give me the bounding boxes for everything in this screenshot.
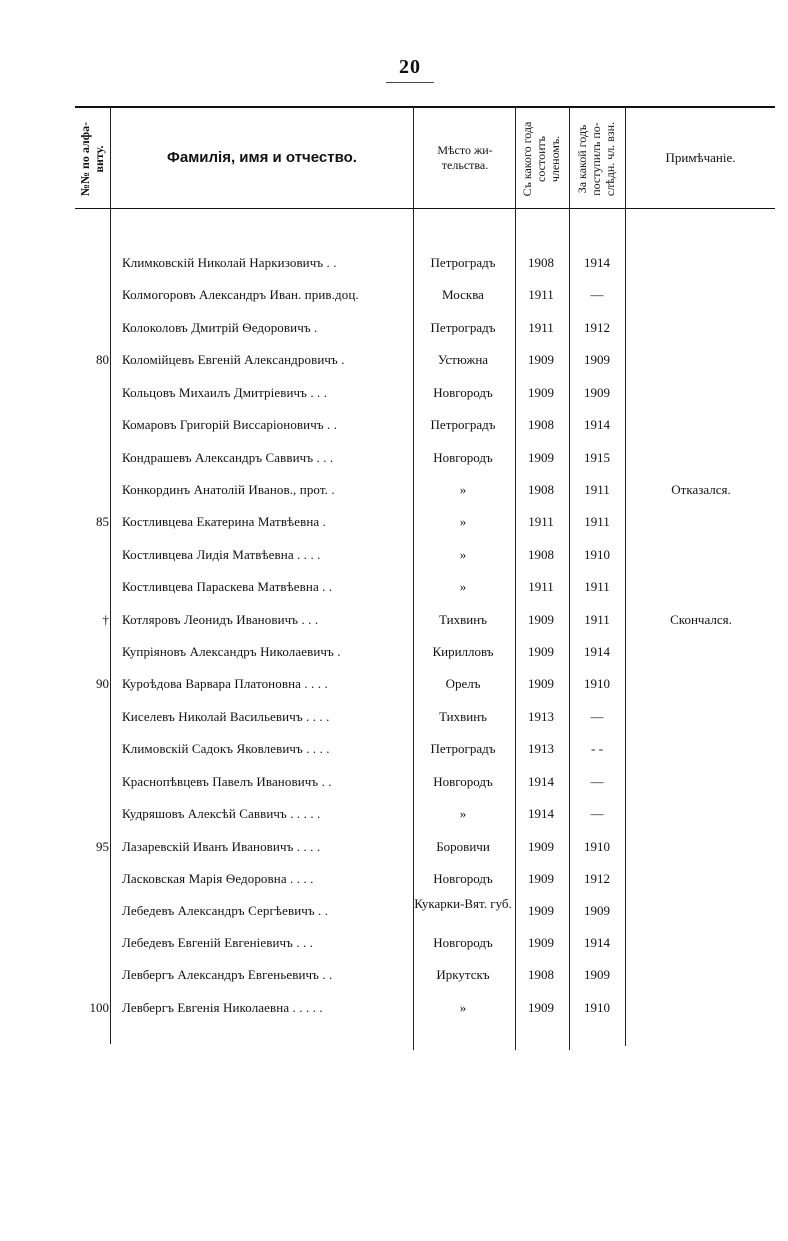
table-row	[75, 506, 775, 538]
last-fee-year: 1914	[584, 935, 610, 950]
header-name-col: Фамилія, имя и отчество.	[167, 148, 357, 166]
last-fee-year: 1911	[584, 514, 610, 529]
member-name: Кольцовъ Михаилъ Дмитріевичъ . . .	[122, 385, 328, 400]
table-row	[75, 571, 775, 603]
joined-year: 1913	[528, 709, 554, 724]
residence: Новгородъ	[433, 450, 493, 465]
joined-year: 1909	[528, 839, 554, 854]
last-fee-year: 1911	[584, 612, 610, 627]
joined-year: 1909	[528, 450, 554, 465]
member-name: Конкординъ Анатолій Иванов., прот. .	[122, 482, 335, 497]
row-number: 80	[96, 352, 109, 367]
residence: Новгородъ	[433, 871, 493, 886]
residence: Петроградъ	[430, 741, 496, 756]
last-fee-year: 1915	[584, 450, 610, 465]
member-name: Костливцева Лидія Матвѣевна . . . .	[122, 547, 321, 562]
residence: »	[459, 514, 467, 529]
residence: »	[459, 547, 467, 562]
residence: »	[459, 482, 467, 497]
joined-year: 1908	[528, 482, 554, 497]
member-name: Левбергъ Александръ Евгеньевичъ . .	[122, 967, 333, 982]
residence: Боровичи	[436, 839, 490, 854]
page-number: 20	[399, 56, 421, 78]
residence: Тихвинъ	[439, 612, 487, 627]
table-row	[75, 863, 775, 895]
table-row	[75, 798, 775, 830]
last-fee-year: —	[590, 287, 604, 302]
last-fee-year: 1914	[584, 644, 610, 659]
last-fee-year: 1914	[584, 255, 610, 270]
residence: Устюжна	[437, 352, 489, 367]
member-name: Лазаревскій Иванъ Ивановичъ . . . .	[122, 839, 321, 854]
last-fee-year: —	[590, 774, 604, 789]
residence: Иркутскъ	[436, 967, 490, 982]
joined-year: 1908	[528, 547, 554, 562]
table-row	[75, 831, 775, 863]
table-row	[75, 344, 775, 376]
last-fee-year: 1912	[584, 320, 610, 335]
residence: »	[459, 806, 467, 821]
member-name: Костливцева Параскева Матвѣевна . .	[122, 579, 333, 594]
residence: Орелъ	[445, 676, 481, 691]
table-row	[75, 247, 775, 279]
joined-year: 1909	[528, 644, 554, 659]
table-row	[75, 733, 775, 765]
last-fee-year: 1910	[584, 547, 610, 562]
last-fee-year: —	[590, 709, 604, 724]
joined-year: 1909	[528, 935, 554, 950]
residence: Петроградъ	[430, 320, 496, 335]
last-fee-year: 1912	[584, 871, 610, 886]
member-name: Лебедевъ Евгеній Евгеніевичъ . . .	[122, 935, 314, 950]
last-fee-year: 1909	[584, 903, 610, 918]
member-name: Кудряшовъ Алексѣй Саввичъ . . . . .	[122, 806, 321, 821]
table-row	[75, 604, 775, 636]
table-top-rule	[75, 106, 775, 108]
joined-year: 1911	[528, 287, 554, 302]
row-number: 95	[96, 839, 109, 854]
table-row	[75, 927, 775, 959]
residence: »	[459, 1000, 467, 1015]
row-number: 100	[89, 1000, 109, 1015]
header-note-col: Примѣчаніе.	[665, 149, 736, 165]
note: Скончался.	[670, 612, 732, 627]
last-fee-year: 1910	[584, 676, 610, 691]
members-table	[75, 104, 775, 1050]
member-name: Колмогоровъ Александръ Иван. прив.доц.	[122, 287, 359, 302]
member-name: Киселевъ Николай Васильевичъ . . . .	[122, 709, 330, 724]
member-name: Котляровъ Леонидъ Ивановичъ . . .	[122, 612, 319, 627]
member-name: Краснопѣвцевъ Павелъ Ивановичъ . .	[122, 774, 332, 789]
row-number: †	[102, 612, 109, 627]
residence: Новгородъ	[433, 935, 493, 950]
joined-year: 1909	[528, 385, 554, 400]
table-row	[75, 895, 775, 927]
table-row	[75, 992, 775, 1024]
last-fee-year: 1910	[584, 839, 610, 854]
member-name: Левбергъ Евгенія Николаевна . . . . .	[122, 1000, 323, 1015]
joined-year: 1911	[528, 514, 554, 529]
joined-year: 1908	[528, 255, 554, 270]
joined-year: 1909	[528, 871, 554, 886]
joined-year: 1909	[528, 1000, 554, 1015]
member-name: Купріяновъ Александръ Николаевичъ .	[122, 644, 341, 659]
header-num-col: №№ по алфа- виту.	[78, 121, 106, 197]
member-name: Лебедевъ Александръ Сергѣевичъ . .	[122, 903, 329, 918]
table-row	[75, 539, 775, 571]
table-row	[75, 409, 775, 441]
last-fee-year: 1911	[584, 482, 610, 497]
table-row	[75, 701, 775, 733]
header-joined-col: Съ какого года состоитъ членомъ.	[520, 121, 562, 197]
table-row	[75, 279, 775, 311]
joined-year: 1909	[528, 612, 554, 627]
member-name: Кондрашевъ Александръ Саввичъ . . .	[122, 450, 334, 465]
member-name: Климковскій Николай Наркизовичъ . .	[122, 255, 337, 270]
table-row	[75, 442, 775, 474]
member-name: Комаровъ Григорій Виссаріоновичъ . .	[122, 417, 338, 432]
header-paid-col: За какой годъ поступилъ по- слѣдн. чл. взн.	[575, 121, 617, 197]
joined-year: 1909	[528, 903, 554, 918]
residence: Кукарки-Вят. губ.	[414, 896, 512, 911]
table-row	[75, 636, 775, 668]
last-fee-year: 1909	[584, 352, 610, 367]
residence: Москва	[442, 287, 484, 302]
joined-year: 1911	[528, 320, 554, 335]
table-row	[75, 312, 775, 344]
row-number: 90	[96, 676, 109, 691]
joined-year: 1909	[528, 352, 554, 367]
page-number-rule	[386, 82, 434, 83]
last-fee-year: - -	[591, 741, 603, 756]
last-fee-year: 1911	[584, 579, 610, 594]
residence: Петроградъ	[430, 255, 496, 270]
table-row	[75, 959, 775, 991]
joined-year: 1913	[528, 741, 554, 756]
last-fee-year: 1914	[584, 417, 610, 432]
joined-year: 1914	[528, 806, 554, 821]
residence: Тихвинъ	[439, 709, 487, 724]
member-name: Ласковская Марія Ѳедоровна . . . .	[122, 871, 314, 886]
last-fee-year: —	[590, 806, 604, 821]
joined-year: 1911	[528, 579, 554, 594]
note: Отказался.	[671, 482, 731, 497]
member-name: Климовскій Садокъ Яковлевичъ . . . .	[122, 741, 330, 756]
table-row	[75, 766, 775, 798]
joined-year: 1908	[528, 417, 554, 432]
residence: Петроградъ	[430, 417, 496, 432]
member-name: Костливцева Екатерина Матвѣевна .	[122, 514, 326, 529]
joined-year: 1908	[528, 967, 554, 982]
residence: »	[459, 579, 467, 594]
member-name: Коломійцевъ Евгеній Александровичъ .	[122, 352, 345, 367]
joined-year: 1909	[528, 676, 554, 691]
joined-year: 1914	[528, 774, 554, 789]
header-bottom-rule	[75, 208, 775, 209]
member-name: Куроѣдова Варвара Платоновна . . . .	[122, 676, 328, 691]
table-row	[75, 377, 775, 409]
residence: Новгородъ	[433, 385, 493, 400]
member-name: Колоколовъ Дмитрій Ѳедоровичъ .	[122, 320, 318, 335]
table-row	[75, 668, 775, 700]
header-place-col: Мѣсто жи- тельства.	[437, 143, 493, 172]
last-fee-year: 1910	[584, 1000, 610, 1015]
table-row	[75, 474, 775, 506]
last-fee-year: 1909	[584, 967, 610, 982]
last-fee-year: 1909	[584, 385, 610, 400]
residence: Кирилловъ	[432, 644, 494, 659]
residence: Новгородъ	[433, 774, 493, 789]
row-number: 85	[96, 514, 109, 529]
